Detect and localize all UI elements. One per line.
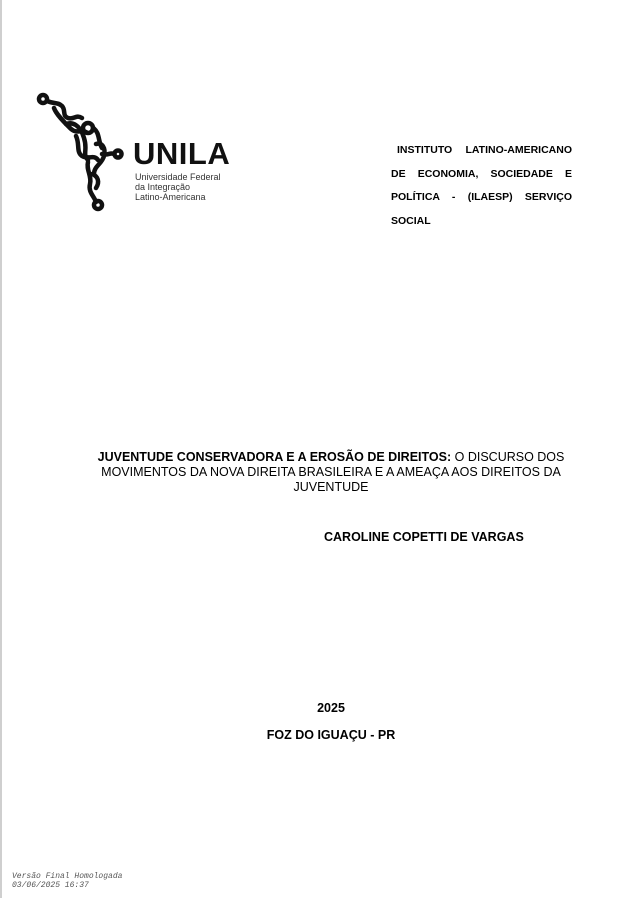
- logo-subtitle-line: da Integração: [135, 182, 191, 192]
- logo-subtitle: [135, 172, 245, 202]
- stamp-datetime: 03/06/2025 16:37: [12, 881, 89, 890]
- logo-subtitle-line: Universidade Federal: [135, 172, 221, 182]
- document-title: [96, 450, 566, 495]
- publication-year: 2025: [317, 701, 345, 715]
- page-left-border: [0, 0, 2, 898]
- title-bold-part: JUVENTUDE CONSERVADORA E A EROSÃO DE DIREITOS:: [97, 450, 452, 464]
- logo-subtitle-line: Latino-Americana: [135, 192, 206, 202]
- version-stamp: [12, 872, 122, 890]
- unila-logo-mark-icon: [36, 92, 136, 212]
- logo-wordmark: UNILA: [133, 136, 231, 171]
- title-regular-part: O DISCURSO DOS MOVIMENTOS DA NOVA DIREITA BRASILEIRA E A AMEAÇA AOS DIREITOS DA JUVENTUDE: [101, 450, 565, 494]
- unila-logo: [36, 92, 236, 212]
- publication-city: FOZ DO IGUAÇU - PR: [266, 728, 396, 742]
- stamp-label: Versão Final Homologada: [12, 872, 123, 881]
- author-name: CAROLINE COPETTI DE VARGAS: [324, 530, 524, 544]
- institute-heading: INSTITUTO LATINO-AMERICANO DE ECONOMIA, SOCIEDADE E POLÍTICA - (ILAESP) SERVIÇO SOCIAL: [391, 144, 572, 227]
